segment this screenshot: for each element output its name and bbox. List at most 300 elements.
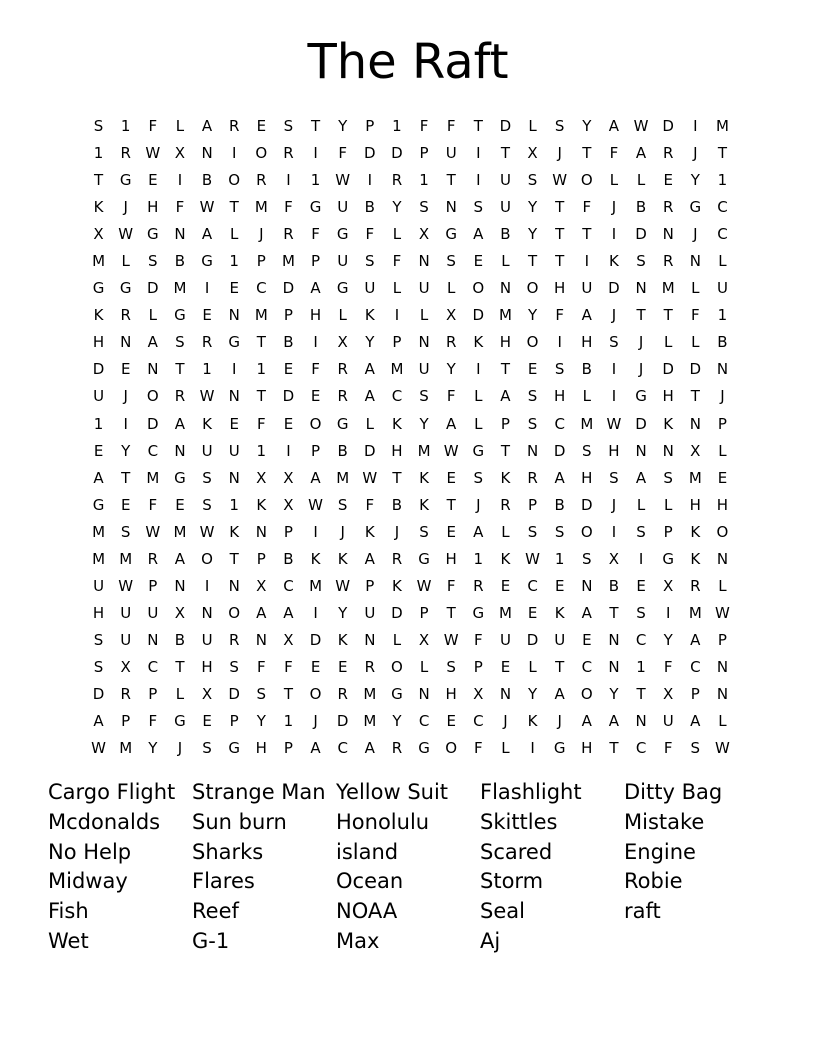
grid-letter: Y — [338, 603, 348, 622]
grid-letter: E — [120, 360, 131, 379]
grid-letter: T — [229, 198, 239, 217]
grid-letter: 1 — [310, 171, 321, 190]
grid-letter: S — [554, 522, 565, 541]
grid-letter: A — [581, 712, 592, 731]
grid-letter: G — [92, 495, 105, 514]
grid-letter: A — [608, 117, 620, 136]
grid-letter: R — [662, 252, 674, 271]
grid-letter: A — [201, 117, 213, 136]
grid-letter: C — [256, 279, 267, 298]
grid-letter: P — [256, 549, 266, 568]
grid-letter: R — [337, 360, 348, 379]
grid-letter: N — [635, 441, 647, 460]
grid-letter: R — [337, 685, 348, 703]
grid-letter: N — [445, 198, 457, 217]
grid-letter: I — [557, 333, 562, 352]
grid-letter: J — [123, 198, 128, 217]
grid-letter: J — [557, 712, 562, 731]
grid-letter: F — [148, 495, 158, 514]
grid-letter: K — [93, 306, 104, 325]
grid-letter: Y — [365, 333, 375, 352]
grid-letter: U — [581, 279, 593, 298]
grid-row — [85, 600, 736, 627]
grid-letter: E — [554, 576, 565, 595]
grid-letter: G — [119, 171, 132, 190]
grid-row — [85, 383, 736, 410]
grid-letter: S — [554, 117, 565, 136]
grid-letter: T — [121, 468, 131, 487]
grid-letter: T — [555, 252, 565, 271]
grid-letter: P — [283, 739, 293, 758]
word-list-item: Reef — [192, 899, 239, 924]
grid-letter: S — [609, 468, 619, 487]
grid-letter: T — [500, 360, 511, 379]
grid-letter: L — [664, 495, 673, 514]
grid-letter: F — [148, 117, 158, 136]
grid-letter: Y — [609, 685, 619, 703]
grid-letter: W — [525, 549, 540, 568]
grid-letter: R — [174, 387, 186, 406]
grid-letter: O — [309, 414, 322, 433]
grid-letter: N — [689, 252, 701, 271]
grid-letter: E — [283, 414, 294, 433]
grid-letter: R — [201, 333, 213, 352]
grid-letter: M — [173, 522, 187, 541]
grid-letter: P — [690, 685, 700, 703]
grid-letter: 1 — [636, 657, 646, 676]
grid-letter: S — [446, 657, 456, 676]
grid-letter: J — [503, 712, 508, 731]
grid-letter: U — [499, 630, 511, 649]
grid-letter: G — [174, 468, 186, 487]
grid-letter: H — [662, 387, 674, 406]
grid-letter: B — [174, 630, 186, 649]
grid-letter: I — [530, 739, 535, 758]
grid-letter: L — [582, 387, 591, 406]
grid-letter: L — [392, 630, 402, 649]
word-list-item: Wet — [48, 928, 89, 953]
grid-letter: M — [309, 576, 323, 595]
grid-letter: F — [365, 225, 375, 244]
grid-row — [85, 654, 736, 681]
grid-letter: P — [717, 630, 727, 649]
grid-letter: H — [147, 198, 159, 217]
grid-letter: D — [635, 225, 647, 244]
grid-letter: F — [148, 712, 158, 731]
grid-letter: I — [204, 279, 210, 298]
grid-letter: M — [498, 306, 512, 325]
grid-letter: S — [365, 252, 375, 271]
grid-letter: A — [500, 387, 511, 406]
grid-letter: T — [582, 144, 592, 163]
word-list-item: Storm — [480, 869, 544, 894]
grid-letter: D — [364, 144, 376, 163]
grid-letter: D — [635, 414, 647, 433]
grid-letter: I — [367, 171, 373, 190]
grid-letter: R — [527, 468, 538, 487]
grid-letter: D — [553, 441, 566, 460]
grid-letter: U — [499, 198, 511, 217]
grid-letter: E — [229, 414, 239, 433]
grid-letter: K — [500, 468, 511, 487]
grid-row — [85, 519, 736, 546]
grid-letter: T — [446, 495, 456, 514]
grid-letter: C — [337, 739, 348, 758]
grid-letter: F — [473, 630, 483, 649]
grid-letter: L — [718, 576, 727, 595]
grid-letter: F — [609, 144, 619, 163]
grid-letter: M — [688, 468, 702, 487]
grid-letter: K — [690, 549, 701, 568]
grid-letter: S — [93, 657, 104, 676]
grid-letter: K — [419, 468, 429, 487]
grid-letter: F — [284, 198, 293, 217]
grid-letter: U — [201, 441, 213, 460]
word-list-item: Mistake — [624, 809, 705, 834]
grid-letter: I — [611, 522, 617, 541]
grid-letter: N — [716, 657, 729, 676]
grid-letter: N — [201, 603, 213, 622]
grid-letter: A — [364, 549, 375, 568]
grid-letter: N — [662, 225, 674, 244]
grid-letter: U — [364, 279, 376, 298]
grid-letter: J — [638, 333, 644, 352]
grid-letter: N — [174, 576, 186, 595]
grid-letter: N — [147, 360, 159, 379]
grid-letter: K — [663, 414, 674, 433]
grid-letter: M — [254, 198, 268, 217]
grid-letter: W — [715, 603, 730, 622]
grid-letter: S — [582, 441, 592, 460]
grid-letter: N — [255, 522, 267, 541]
grid-letter: D — [689, 360, 702, 379]
grid-letter: P — [365, 576, 375, 595]
grid-letter: E — [256, 117, 267, 136]
grid-letter: G — [418, 549, 430, 568]
grid-letter: R — [147, 549, 159, 568]
grid-row — [85, 735, 736, 762]
grid-letter: W — [118, 225, 134, 244]
grid-letter: L — [691, 279, 700, 298]
grid-letter: N — [174, 441, 186, 460]
grid-letter: W — [335, 576, 351, 595]
grid-letter: I — [611, 225, 617, 244]
grid-letter: A — [364, 387, 375, 406]
grid-letter: M — [715, 117, 729, 136]
grid-letter: H — [201, 657, 213, 676]
grid-letter: G — [662, 549, 674, 568]
grid-letter: 1 — [717, 171, 728, 190]
grid-letter: I — [611, 360, 617, 379]
grid-letter: K — [256, 495, 267, 514]
grid-letter: J — [313, 712, 318, 731]
grid-letter: 1 — [120, 117, 131, 136]
grid-letter: G — [147, 225, 159, 244]
grid-letter: T — [175, 657, 185, 676]
grid-letter: S — [473, 468, 484, 487]
grid-letter: N — [716, 549, 729, 568]
grid-letter: O — [391, 657, 403, 676]
grid-letter: R — [391, 171, 403, 190]
grid-letter: 1 — [283, 712, 294, 731]
grid-row — [85, 194, 736, 221]
grid-letter: N — [635, 712, 647, 731]
grid-letter: S — [148, 252, 158, 271]
grid-letter: M — [363, 685, 377, 703]
grid-letter: D — [364, 441, 376, 460]
grid-letter: I — [313, 144, 318, 163]
grid-row — [85, 221, 736, 248]
grid-letter: X — [174, 144, 186, 163]
grid-letter: A — [581, 306, 592, 325]
grid-letter: T — [636, 685, 646, 703]
grid-letter: J — [123, 387, 128, 406]
grid-letter: C — [635, 739, 647, 758]
grid-letter: E — [93, 441, 104, 460]
grid-letter: X — [174, 603, 186, 622]
grid-letter: T — [392, 468, 402, 487]
grid-letter: Y — [338, 117, 348, 136]
grid-letter: D — [336, 712, 349, 731]
grid-letter: A — [581, 603, 592, 622]
grid-letter: F — [446, 387, 456, 406]
grid-letter: A — [174, 549, 186, 568]
grid-letter: B — [337, 441, 348, 460]
grid-letter: E — [527, 603, 538, 622]
grid-letter: X — [418, 225, 430, 244]
grid-letter: S — [93, 117, 104, 136]
grid-letter: A — [174, 414, 186, 433]
grid-letter: E — [202, 306, 212, 325]
grid-letter: B — [283, 549, 294, 568]
grid-letter: J — [394, 522, 400, 541]
grid-letter: Y — [527, 685, 538, 703]
grid-letter: F — [555, 306, 564, 325]
grid-letter: H — [581, 468, 593, 487]
grid-letter: M — [580, 414, 594, 433]
grid-letter: I — [313, 603, 318, 622]
grid-letter: N — [499, 279, 512, 298]
grid-letter: S — [609, 333, 619, 352]
grid-letter: M — [92, 522, 106, 541]
grid-letter: H — [499, 333, 512, 352]
grid-letter: S — [120, 522, 131, 541]
grid-letter: B — [554, 495, 565, 514]
grid-letter: U — [554, 630, 566, 649]
grid-letter: R — [473, 576, 484, 595]
grid-letter: E — [717, 468, 728, 487]
grid-letter: S — [202, 495, 212, 514]
grid-row — [85, 546, 736, 573]
grid-letter: L — [447, 279, 456, 298]
grid-letter: B — [283, 333, 294, 352]
grid-letter: L — [230, 225, 239, 244]
grid-letter: 1 — [419, 171, 429, 190]
grid-letter: Y — [582, 117, 592, 136]
word-list-item: Yellow Suit — [336, 780, 449, 804]
grid-letter: Y — [527, 198, 538, 217]
grid-letter: U — [228, 441, 240, 460]
grid-letter: E — [283, 360, 294, 379]
grid-letter: G — [92, 279, 105, 298]
grid-letter: L — [175, 685, 185, 703]
grid-letter: G — [391, 685, 403, 703]
word-list-item: NOAA — [336, 899, 398, 924]
grid-letter: S — [554, 360, 565, 379]
grid-letter: L — [148, 306, 157, 325]
grid-letter: D — [228, 685, 240, 703]
grid-row — [85, 140, 736, 167]
grid-letter: M — [498, 603, 512, 622]
grid-letter: D — [499, 117, 512, 136]
grid-letter: U — [418, 279, 430, 298]
grid-letter: R — [120, 144, 131, 163]
grid-letter: W — [199, 522, 215, 541]
grid-letter: E — [446, 712, 456, 731]
grid-letter: K — [337, 549, 348, 568]
grid-letter: 1 — [202, 360, 212, 379]
grid-letter: R — [120, 306, 131, 325]
grid-letter: B — [717, 333, 728, 352]
grid-letter: C — [635, 630, 647, 649]
grid-letter: B — [635, 198, 647, 217]
grid-letter: L — [718, 252, 727, 271]
grid-letter: T — [446, 603, 456, 622]
grid-letter: Y — [392, 712, 402, 731]
grid-letter: I — [693, 117, 698, 136]
page-title: The Raft — [307, 34, 509, 90]
grid-letter: N — [581, 576, 593, 595]
word-list-item: Cargo Flight — [48, 780, 176, 804]
grid-letter: G — [635, 387, 647, 406]
grid-letter: P — [311, 441, 321, 460]
grid-letter: E — [202, 712, 212, 731]
grid-letter: S — [636, 603, 646, 622]
grid-letter: I — [313, 522, 318, 541]
grid-letter: I — [231, 144, 237, 163]
grid-letter: P — [500, 414, 510, 433]
grid-letter: M — [119, 549, 133, 568]
grid-letter: T — [473, 117, 483, 136]
grid-letter: M — [92, 549, 106, 568]
grid-letter: N — [689, 414, 701, 433]
grid-letter: X — [283, 468, 294, 487]
grid-letter: B — [581, 360, 592, 379]
grid-letter: D — [147, 414, 159, 433]
grid-letter: W — [308, 495, 323, 514]
grid-letter: A — [446, 414, 457, 433]
grid-letter: L — [338, 306, 347, 325]
grid-letter: D — [309, 630, 322, 649]
grid-letter: I — [313, 333, 318, 352]
grid-letter: I — [204, 576, 210, 595]
grid-letter: 1 — [717, 306, 728, 325]
grid-letter: F — [284, 657, 293, 676]
grid-letter: T — [555, 198, 565, 217]
word-list-item: raft — [624, 899, 661, 924]
grid-letter: G — [689, 198, 702, 217]
grid-letter: L — [474, 414, 483, 433]
grid-letter: I — [476, 171, 481, 190]
grid-letter: E — [148, 171, 158, 190]
grid-letter: L — [474, 387, 483, 406]
grid-letter: U — [93, 387, 105, 406]
grid-letter: Y — [663, 630, 673, 649]
grid-letter: D — [662, 360, 674, 379]
grid-letter: A — [147, 333, 158, 352]
grid-letter: A — [310, 279, 321, 298]
grid-letter: H — [92, 603, 105, 622]
grid-letter: H — [255, 739, 267, 758]
word-list-item: Strange Man — [192, 780, 326, 804]
grid-letter: E — [582, 630, 592, 649]
grid-letter: R — [391, 549, 403, 568]
grid-letter: R — [445, 333, 457, 352]
grid-letter: N — [364, 630, 376, 649]
word-list-item: Skittles — [480, 809, 558, 834]
grid-letter: M — [390, 360, 404, 379]
grid-letter: P — [121, 712, 131, 731]
grid-letter: P — [473, 657, 483, 676]
grid-letter: P — [419, 603, 429, 622]
grid-letter: W — [443, 441, 459, 460]
grid-letter: I — [476, 144, 481, 163]
grid-letter: I — [584, 252, 590, 271]
grid-letter: L — [501, 252, 510, 271]
word-list-item: Honolulu — [336, 809, 430, 834]
grid-letter: X — [473, 685, 484, 703]
grid-letter: N — [418, 685, 430, 703]
grid-letter: J — [638, 360, 644, 379]
grid-letter: N — [526, 441, 539, 460]
grid-letter: A — [608, 712, 620, 731]
grid-letter: A — [283, 603, 294, 622]
grid-letter: S — [527, 387, 538, 406]
grid-letter: F — [446, 576, 456, 595]
grid-letter: H — [391, 441, 403, 460]
grid-letter: I — [123, 414, 128, 433]
grid-letter: E — [527, 360, 538, 379]
grid-letter: R — [391, 739, 403, 758]
grid-letter: D — [472, 306, 485, 325]
grid-letter: M — [281, 252, 295, 271]
grid-letter: G — [418, 739, 430, 758]
grid-letter: Y — [392, 198, 402, 217]
grid-letter: T — [446, 171, 456, 190]
word-list-item: Sharks — [192, 839, 264, 864]
grid-letter: K — [337, 630, 348, 649]
grid-letter: X — [93, 225, 104, 244]
grid-letter: K — [473, 333, 484, 352]
grid-letter: S — [175, 333, 185, 352]
grid-letter: N — [608, 630, 620, 649]
grid-letter: R — [120, 685, 131, 703]
grid-letter: N — [255, 630, 267, 649]
grid-letter: H — [309, 306, 322, 325]
grid-letter: X — [690, 441, 701, 460]
grid-letter: J — [611, 495, 617, 514]
grid-letter: E — [446, 522, 456, 541]
grid-letter: X — [120, 657, 131, 676]
grid-letter: L — [419, 657, 429, 676]
grid-letter: 1 — [93, 414, 104, 433]
grid-letter: W — [715, 739, 730, 758]
grid-letter: F — [256, 414, 266, 433]
grid-letter: P — [392, 333, 402, 352]
grid-letter: T — [527, 252, 538, 271]
grid-row — [85, 708, 736, 735]
grid-letter: C — [717, 198, 728, 217]
